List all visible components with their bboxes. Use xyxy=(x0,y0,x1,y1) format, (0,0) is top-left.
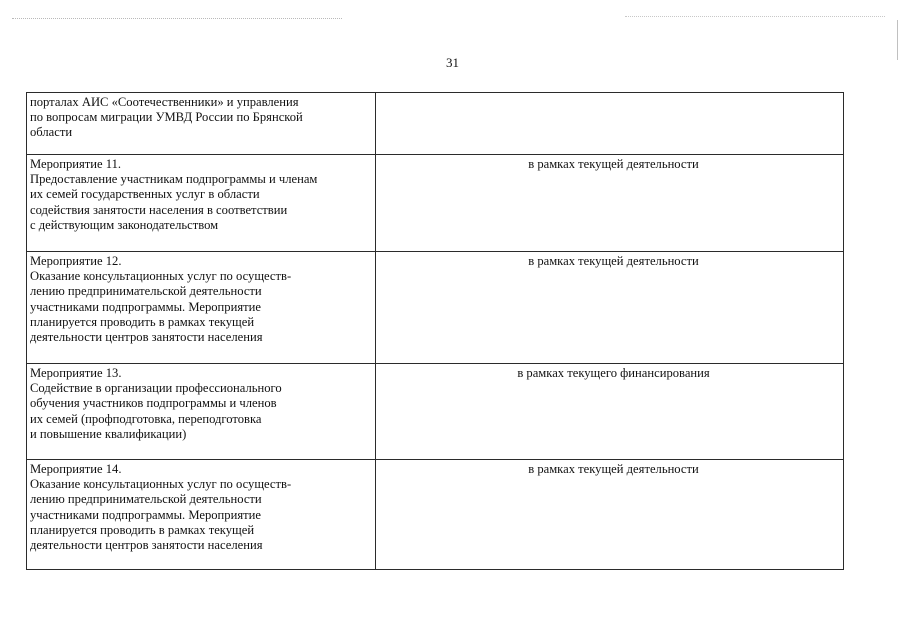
measure-description-line: Мероприятие 14. xyxy=(30,462,122,476)
measures-table-body xyxy=(27,93,844,570)
funding-cell xyxy=(376,93,844,155)
table-row xyxy=(27,155,844,252)
funding-text: в рамках текущей деятельности xyxy=(528,254,699,268)
table-row xyxy=(27,364,844,460)
measure-description-line: Оказание консультационных услуг по осуществ- xyxy=(30,477,292,492)
measure-description-line: и повышение квалификации) xyxy=(30,426,187,441)
measure-description-line: Мероприятие 13. xyxy=(30,366,122,380)
measure-description-cell xyxy=(27,364,376,460)
measure-description-line: содействия занятости населения в соответствии xyxy=(30,202,288,217)
table-row xyxy=(27,93,844,155)
measure-description-line: области xyxy=(30,125,73,140)
funding-text: в рамках текущего финансирования xyxy=(517,366,710,380)
funding-cell xyxy=(376,460,844,570)
measure-description-line: планируется проводить в рамках текущей xyxy=(30,314,255,329)
measure-description-line: с действующим законодательством xyxy=(30,217,219,232)
measure-description-line: их семей государственных услуг в области xyxy=(30,187,260,202)
measure-description-line: лению предпринимательской деятельности xyxy=(30,284,262,299)
measure-description-line: Мероприятие 11. xyxy=(30,157,122,171)
page-number: 31 xyxy=(446,55,459,70)
measure-description-cell xyxy=(27,252,376,364)
scan-artifact-top xyxy=(12,18,342,19)
measure-description-line: планируется проводить в рамках текущей xyxy=(30,522,255,537)
funding-cell xyxy=(376,155,844,252)
measure-description-cell xyxy=(27,460,376,570)
measure-description-line: их семей (профподготовка, переподготовка xyxy=(30,411,262,426)
measure-description-line: обучения участников подпрограммы и членов xyxy=(30,396,277,411)
scan-artifact-edge xyxy=(897,20,898,60)
measure-description-line: Предоставление участникам подпрограммы и членам xyxy=(30,172,318,187)
funding-cell xyxy=(376,364,844,460)
funding-text: в рамках текущей деятельности xyxy=(528,462,699,476)
funding-cell xyxy=(376,252,844,364)
measures-table xyxy=(26,92,844,570)
table-row xyxy=(27,460,844,570)
measure-description-line: лению предпринимательской деятельности xyxy=(30,492,262,507)
measure-description-line: Содействие в организации профессионального xyxy=(30,381,282,396)
measure-description-cell xyxy=(27,155,376,252)
funding-text: в рамках текущей деятельности xyxy=(528,157,699,171)
measure-description-line: деятельности центров занятости населения xyxy=(30,330,263,345)
measure-description-line: порталах АИС «Соотечественники» и управления xyxy=(30,95,299,109)
measure-description-cell xyxy=(27,93,376,155)
measure-description-line: по вопросам миграции УМВД России по Брянской xyxy=(30,110,303,125)
table-row xyxy=(27,252,844,364)
measure-description-line: участниками подпрограммы. Мероприятие xyxy=(30,507,261,522)
measure-description-line: участниками подпрограммы. Мероприятие xyxy=(30,299,261,314)
scan-artifact-top-right xyxy=(625,16,885,17)
measure-description-line: деятельности центров занятости населения xyxy=(30,538,263,553)
measure-description-line: Оказание консультационных услуг по осуществ- xyxy=(30,269,292,284)
measure-description-line: Мероприятие 12. xyxy=(30,254,122,268)
